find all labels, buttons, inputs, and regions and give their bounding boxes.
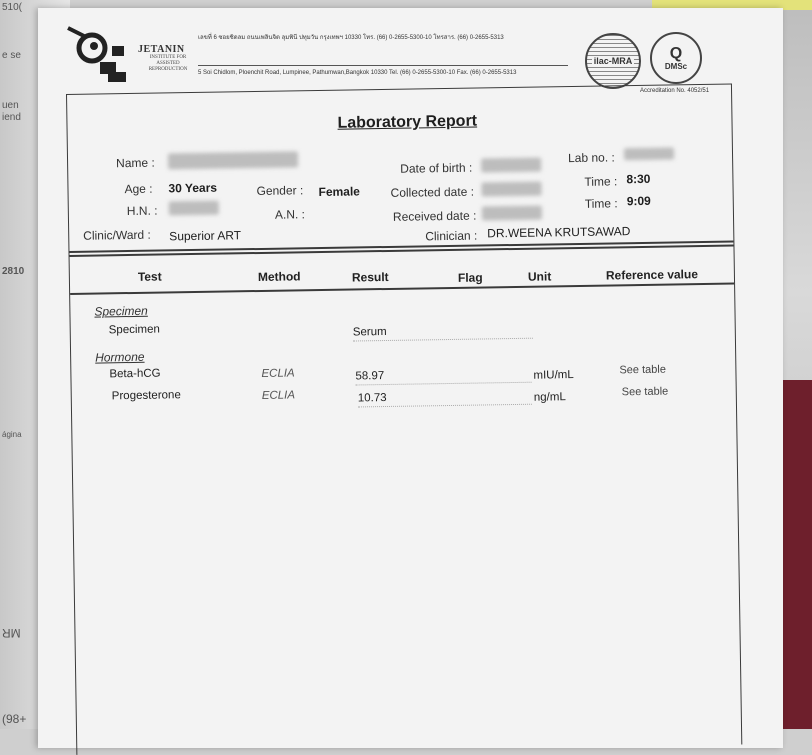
header-divider [70,283,734,295]
redacted-lab-no [624,147,674,160]
table-row-bhcg-unit: mIU/mL [533,369,574,382]
table-row-progesterone-unit: ng/mL [533,391,566,404]
hn-label: H.N. : [126,203,158,219]
lab-no-label: Lab no. : [567,150,615,166]
org-subtitle: INSTITUTE FOR ASSISTED REPRODUCTION [148,55,188,72]
ilac-badge-text: ilac-MRA [593,56,633,66]
table-row-bhcg-result: 58.97 [355,370,385,383]
behind-text: e se [2,50,21,61]
jetanin-logo-icon [64,22,134,86]
redacted-hn [169,201,219,216]
age-value: 30 Years [168,180,218,196]
table-row-bhcg-method: ECLIA [261,367,295,380]
age-label: Age : [124,181,153,197]
address-divider [198,65,568,66]
behind-text: ágina [2,430,22,439]
gender-label: Gender : [256,183,304,199]
address-thai: เลขที่ 6 ซอยชิดลม ถนนเพลินจิต ลุมพินี ปทุมวัน กรุงเทพฯ 10330 โทร. (66) 0-2655-5300-10 โทรสาร. (66) 0-2655-5313 [198,35,504,41]
dms-badge-text: DMSc [664,61,688,71]
column-header-test: Test [137,269,162,284]
an-label: A.N. : [274,207,306,222]
time2-label: Time : [584,196,618,211]
address-english: 5 Soi Chidlom, Ploenchit Road, Lumpinee, Pathumwan,Bangkok 10330 Tel. (66) 0-2655-5300-10 Fax. (66) 0-2655-5313 [198,70,517,76]
time1-label: Time : [584,174,618,189]
table-row-progesterone-reference: See table [621,385,669,399]
gender-value: Female [318,184,361,200]
column-header-method: Method [257,269,301,285]
table-row-progesterone-result: 10.73 [357,392,387,405]
report-frame [66,84,742,755]
org-name: JETANIN [138,44,185,55]
time1-value: 8:30 [626,171,651,187]
clinician-label: Clinician : [425,228,478,244]
clinician-value: DR.WEENA KRUTSAWAD [487,224,631,241]
section-title-specimen: Specimen [94,303,148,319]
collected-date-label: Collected date : [390,184,475,200]
redacted-collected-date [481,182,541,197]
column-header-result: Result [351,269,389,285]
row-dotted-line [358,404,532,408]
ilac-mra-badge-icon [585,33,641,89]
dmsc-badge-icon [650,32,702,84]
redacted-dob [481,158,541,173]
column-header-flag: Flag [457,270,483,285]
table-row-bhcg-reference: See table [619,363,666,377]
redacted-name [168,151,298,169]
table-row-specimen-result: Serum [352,325,387,339]
table-row-bhcg-test: Beta-hCG [109,367,161,381]
dms-q-letter: Q [669,44,683,62]
behind-text: (98+ [2,712,27,726]
behind-text: uen [2,100,19,111]
clinic-ward-label: Clinic/Ward : [83,227,151,243]
time2-value: 9:09 [626,193,651,209]
column-header-reference: Reference value [605,267,699,283]
section-title-hormone: Hormone [95,349,145,365]
name-label: Name : [115,155,155,171]
table-row-progesterone-method: ECLIA [261,389,296,402]
clinic-ward-value: Superior ART [169,228,242,244]
table-row-specimen-test: Specimen [108,323,160,337]
dob-label: Date of birth : [400,160,473,176]
behind-text: 2810 [2,266,25,277]
behind-text: iend [2,112,21,123]
redacted-received-date [482,206,542,221]
received-date-label: Received date : [392,208,477,224]
row-dotted-line [356,382,532,386]
lab-report-paper [38,8,783,748]
accreditation-number: Accreditation No. 4052/51 [640,88,710,94]
behind-text: 510( [2,2,23,13]
behind-text: MR [2,626,21,640]
column-header-unit: Unit [527,269,552,284]
row-dotted-line [353,338,533,342]
report-title: Laboratory Report [337,112,478,132]
table-row-progesterone-test: Progesterone [111,389,181,403]
